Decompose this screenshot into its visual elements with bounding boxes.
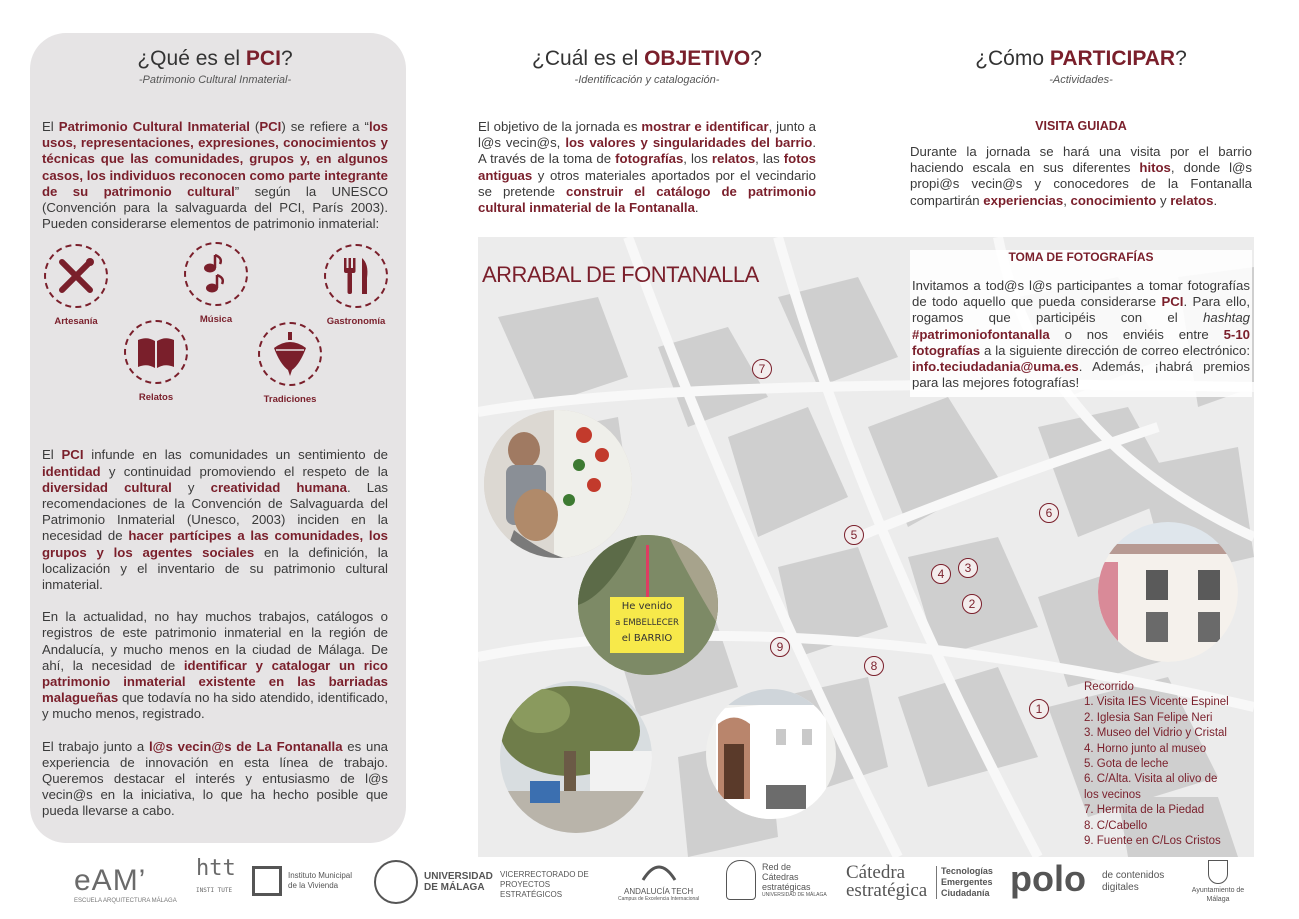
route-items	[1084, 695, 1229, 849]
eam-logo: eAM’ ESCUELA ARQUITECTURA MÁLAGA	[74, 864, 177, 904]
fork-knife-icon	[324, 244, 388, 308]
fotografias-section	[910, 250, 1252, 397]
objetivo-title: ¿Cuál es el OBJETIVO?	[532, 47, 762, 70]
map-title: ARRABAL DE FONTANALLA	[482, 262, 759, 287]
imv-logo: Instituto Municipal de la Vivienda	[252, 866, 360, 896]
spinning-top-icon	[258, 322, 322, 386]
pci-title: ¿Qué es el PCI?	[137, 47, 293, 70]
route-item: 9. Fuente en C/Los Cristos	[1084, 835, 1221, 848]
pci-paragraph-2: El PCI infunde en las comunidades un sentimiento de identidad y continuidad promoviendo el respeto de la diversidad cultural y creatividad humana. Las recomendaciones de la Convención de Salvaguarda del Patrimonio Inmaterial (Unesco, 2003) inciden en la necesidad de hacer partícipes a las comunidades, los grupos y los agentes sociales en la definición, la localización y el inventario de su patrimonio cultural inmaterial.	[42, 447, 389, 593]
objetivo-column	[478, 47, 816, 216]
catedra-logo: Cátedra estratégica	[846, 862, 928, 901]
uma-seal-icon	[374, 860, 418, 904]
route-title: Recorrido	[1084, 681, 1134, 693]
route-item: 6. C/Alta. Visita al olivo de	[1084, 773, 1218, 786]
pci-paragraph-1: El Patrimonio Cultural Inmaterial (PCI) se refiere a “los usos, representaciones, expresiones, conocimientos y técnicas que las comunidades, grupos y, en algunos casos, los individuos reconocen como parte integrante de su patrimonio cultural” según la UNESCO (Convención para la salvaguarda del PCI, París 2003). Pueden considerarse elementos de patrimonio inmaterial:	[42, 119, 388, 232]
pci-icons	[42, 242, 388, 422]
map-pin-6[interactable]: 6	[1039, 503, 1059, 523]
objetivo-paragraph: El objetivo de la jornada es mostrar e identificar, junto a l@s vecin@s, los valores y singularidades del barrio. A través de la toma de fotografías, los relatos, las fotos antiguas y otros materiales aportados por el vecindario se pretende construir el catálogo de patrimonio cultural inmaterial de la Fontanalla.	[478, 119, 816, 216]
brush-pencil-icon	[44, 244, 108, 308]
musica-item: Música	[182, 242, 250, 325]
red-catedras-logo: Red de Cátedras estratégicas UNIVERSIDAD DE MÁLAGA	[726, 860, 827, 900]
sign-text: He venido a EMBELLECER el BARRIO	[615, 601, 679, 644]
htt-logo: htt INSTI TUTE	[196, 856, 236, 894]
open-book-icon	[124, 320, 188, 384]
route-item: 8. C/Cabello	[1084, 819, 1148, 832]
bulb-icon	[726, 860, 756, 900]
route-item: 7. Hermita de la Piedad	[1084, 804, 1205, 817]
artesania-item: Artesanía	[42, 244, 110, 327]
church-photo	[706, 689, 836, 819]
vicerrectorado-logo: VICERRECTORADO DE PROYECTOS ESTRATÉGICOS	[500, 870, 589, 899]
imv-mark-icon	[252, 866, 282, 896]
ayuntamiento-logo: Ayuntamiento de Málaga	[1188, 860, 1248, 904]
route-list	[1084, 680, 1229, 849]
route-item: 1. Visita IES Vicente Espinel	[1084, 696, 1229, 709]
map-pin-9[interactable]: 9	[770, 637, 790, 657]
andalucia-tech-mark-icon	[639, 860, 679, 882]
olive-tree-photo	[500, 681, 652, 833]
map-pin-4[interactable]: 4	[931, 564, 951, 584]
map-pin-2[interactable]: 2	[962, 594, 982, 614]
relatos-item: Relatos	[122, 320, 190, 403]
sign-photo	[578, 535, 718, 675]
fotografias-heading: TOMA DE FOTOGRAFÍAS	[1008, 250, 1154, 264]
pci-paragraph-3: En la actualidad, no hay muchos trabajos, catálogos o registros de este patrimonio inmaterial en la región de Andalucía, y mucho menos en la ciudad de Málaga. De ahí, la necesidad de identificar y catalogar un rico patrimonio inmaterial existente en las barriadas malagueñas que todavía no ha sido atendido, identificado, y mucho menos, registrado.	[42, 609, 388, 722]
route-item: 4. Horno junto al museo	[1084, 742, 1207, 755]
pci-subtitle: -Patrimonio Cultural Inmaterial-	[138, 74, 292, 86]
polo-logo: polo	[1010, 858, 1086, 899]
tec-logo: Tecnologías Emergentes Ciudadanía	[936, 866, 1000, 899]
route-item: 3. Museo del Vidrio y Cristal	[1084, 727, 1227, 740]
fotografias-paragraph: Invitamos a tod@s l@s participantes a tomar fotografías de todo aquello que pueda considerarse PCI. Para ello, rogamos que participéis con el hashtag #patrimoniofontanalla o nos enviéis entre 5-10 fotografías a la siguiente dirección de correo electrónico: info.teciudadania@uma.es. Además, ¡habrá premios para las mejores fotografías!	[912, 278, 1250, 391]
sponsor-logos	[0, 852, 1299, 919]
participar-subtitle: -Actividades-	[1049, 74, 1113, 86]
map-pin-8[interactable]: 8	[864, 656, 884, 676]
participar-column	[910, 47, 1252, 209]
visita-heading: VISITA GUIADA	[1035, 119, 1127, 133]
pci-paragraph-4: El trabajo junto a l@s vecin@s de La Fontanalla es una experiencia de innovación en esta línea de trabajo. Queremos destacar el interés y entusiasmo de l@s vecin@s en la iniciativa, lo que ha hecho posible que pueda llevarse a cabo.	[42, 738, 388, 819]
route-item: 2. Iglesia San Felipe Neri	[1084, 711, 1213, 724]
visita-paragraph: Durante la jornada se hará una visita por el barrio haciendo escala en sus diferentes hitos, donde l@s propi@s vecin@s y conocedores de la Fontanalla compartirán experiencias, conocimiento y relatos.	[910, 144, 1253, 208]
route-item: 5. Gota de leche	[1084, 758, 1169, 771]
gastronomia-item: Gastronomía	[322, 244, 390, 327]
painting-photo	[484, 410, 632, 558]
house-photo	[1098, 522, 1238, 662]
route-item: los vecinos	[1084, 788, 1141, 801]
andalucia-tech-logo: ANDALUCÍA TECH Campus de Excelencia Internacional	[618, 860, 699, 902]
map-pin-5[interactable]: 5	[844, 525, 864, 545]
tradiciones-item: Tradiciones	[256, 322, 324, 405]
map-pin-1[interactable]: 1	[1029, 699, 1049, 719]
objetivo-subtitle: -Identificación y catalogación-	[574, 74, 720, 86]
music-note-icon	[184, 242, 248, 306]
map-pin-3[interactable]: 3	[958, 558, 978, 578]
pci-panel	[30, 33, 406, 843]
uma-logo: UNIVERSIDAD DE MÁLAGA	[374, 860, 488, 904]
coat-of-arms-icon	[1208, 860, 1228, 884]
participar-title: ¿Cómo PARTICIPAR?	[975, 47, 1187, 70]
map-pin-7[interactable]: 7	[752, 359, 772, 379]
polo-sub: de contenidos digitales	[1102, 870, 1165, 893]
